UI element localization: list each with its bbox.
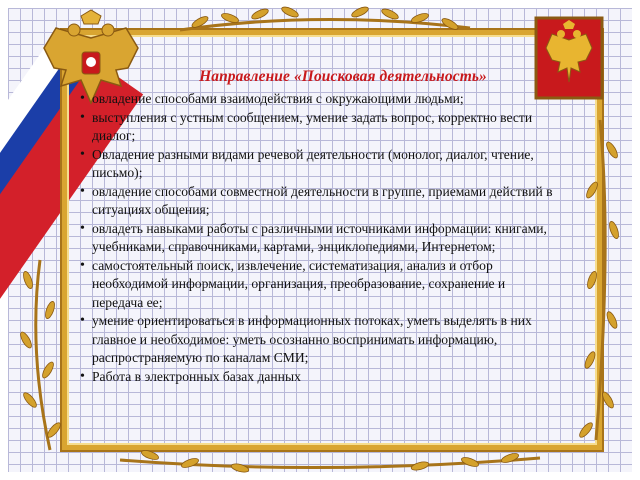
bullet-item: • овладеть навыками работы с различными источниками информации: книгами, учебниками, справочниками, картами, энциклопедиями, Интернетом; xyxy=(78,220,558,257)
section-heading: Направление «Поисковая деятельность» xyxy=(199,68,487,85)
bullet-item: • выступления с устным сообщением, умение задать вопрос, корректно вести диалог; xyxy=(78,109,558,146)
bullet-item: • самостоятельный поиск, извлечение, систематизация, анализ и отбор необходимой информации, организация, преобразование, сохранение и передача ее; xyxy=(78,257,558,313)
bullet-item: • Работа в электронных базах данных xyxy=(78,368,558,387)
bullet-item: • Овладение разными видами речевой деятельности (монолог, диалог, чтение, письмо); xyxy=(78,146,558,183)
bullet-item: • овладение способами совместной деятельности в группе, приемами действий в ситуациях общения; xyxy=(78,183,558,220)
bullet-list xyxy=(78,90,558,386)
bullet-item: • овладение способами взаимодействия с окружающими людьми; xyxy=(78,90,558,109)
bullet-item: • умение ориентироваться в информационных потоках, уметь выделять в них главное и необходимое: уметь осознанно воспринимать информацию, распространяемую по каналам СМИ; xyxy=(78,312,558,368)
text-content xyxy=(78,68,558,386)
